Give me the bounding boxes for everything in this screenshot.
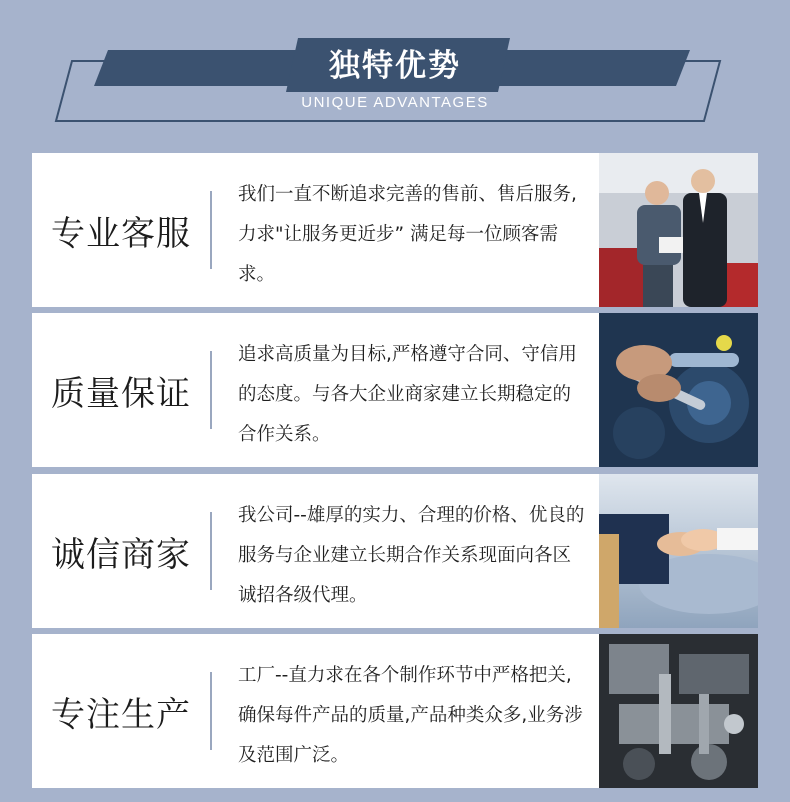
mechanic-and-customer-photo bbox=[599, 153, 758, 307]
card-description: 我们一直不断追求完善的售前、售后服务,力求"让服务更近步” 满足每一位顾客需求。 bbox=[238, 184, 577, 285]
card-title: 诚信商家 bbox=[51, 534, 191, 575]
engine-parts-photo bbox=[599, 634, 758, 788]
advantage-card bbox=[32, 153, 758, 307]
card-description: 工厂--直力求在各个制作环节中严格把关,确保每件产品的质量,产品种类众多,业务涉及范围广泛。 bbox=[238, 665, 583, 766]
engine-wrench-photo bbox=[599, 313, 758, 467]
handshake-photo bbox=[599, 474, 758, 628]
header-banner bbox=[0, 0, 790, 140]
card-divider bbox=[210, 191, 212, 269]
advantage-card bbox=[32, 634, 758, 788]
card-divider bbox=[210, 512, 212, 590]
card-title: 专注生产 bbox=[51, 694, 191, 735]
card-divider bbox=[210, 672, 212, 750]
page-title: 独特优势 bbox=[329, 48, 461, 84]
page-subtitle: UNIQUE ADVANTAGES bbox=[301, 94, 489, 111]
advantage-card bbox=[32, 313, 758, 467]
card-description: 我公司--雄厚的实力、合理的价格、优良的服务与企业建立长期合作关系现面向各区诚招各级代理。 bbox=[238, 505, 585, 606]
card-title: 质量保证 bbox=[51, 373, 191, 414]
card-description: 追求高质量为目标,严格遵守合同、守信用的态度。与各大企业商家建立长期稳定的合作关系。 bbox=[238, 344, 577, 445]
advantage-card bbox=[32, 474, 758, 628]
card-title: 专业客服 bbox=[51, 213, 191, 254]
card-divider bbox=[210, 351, 212, 429]
